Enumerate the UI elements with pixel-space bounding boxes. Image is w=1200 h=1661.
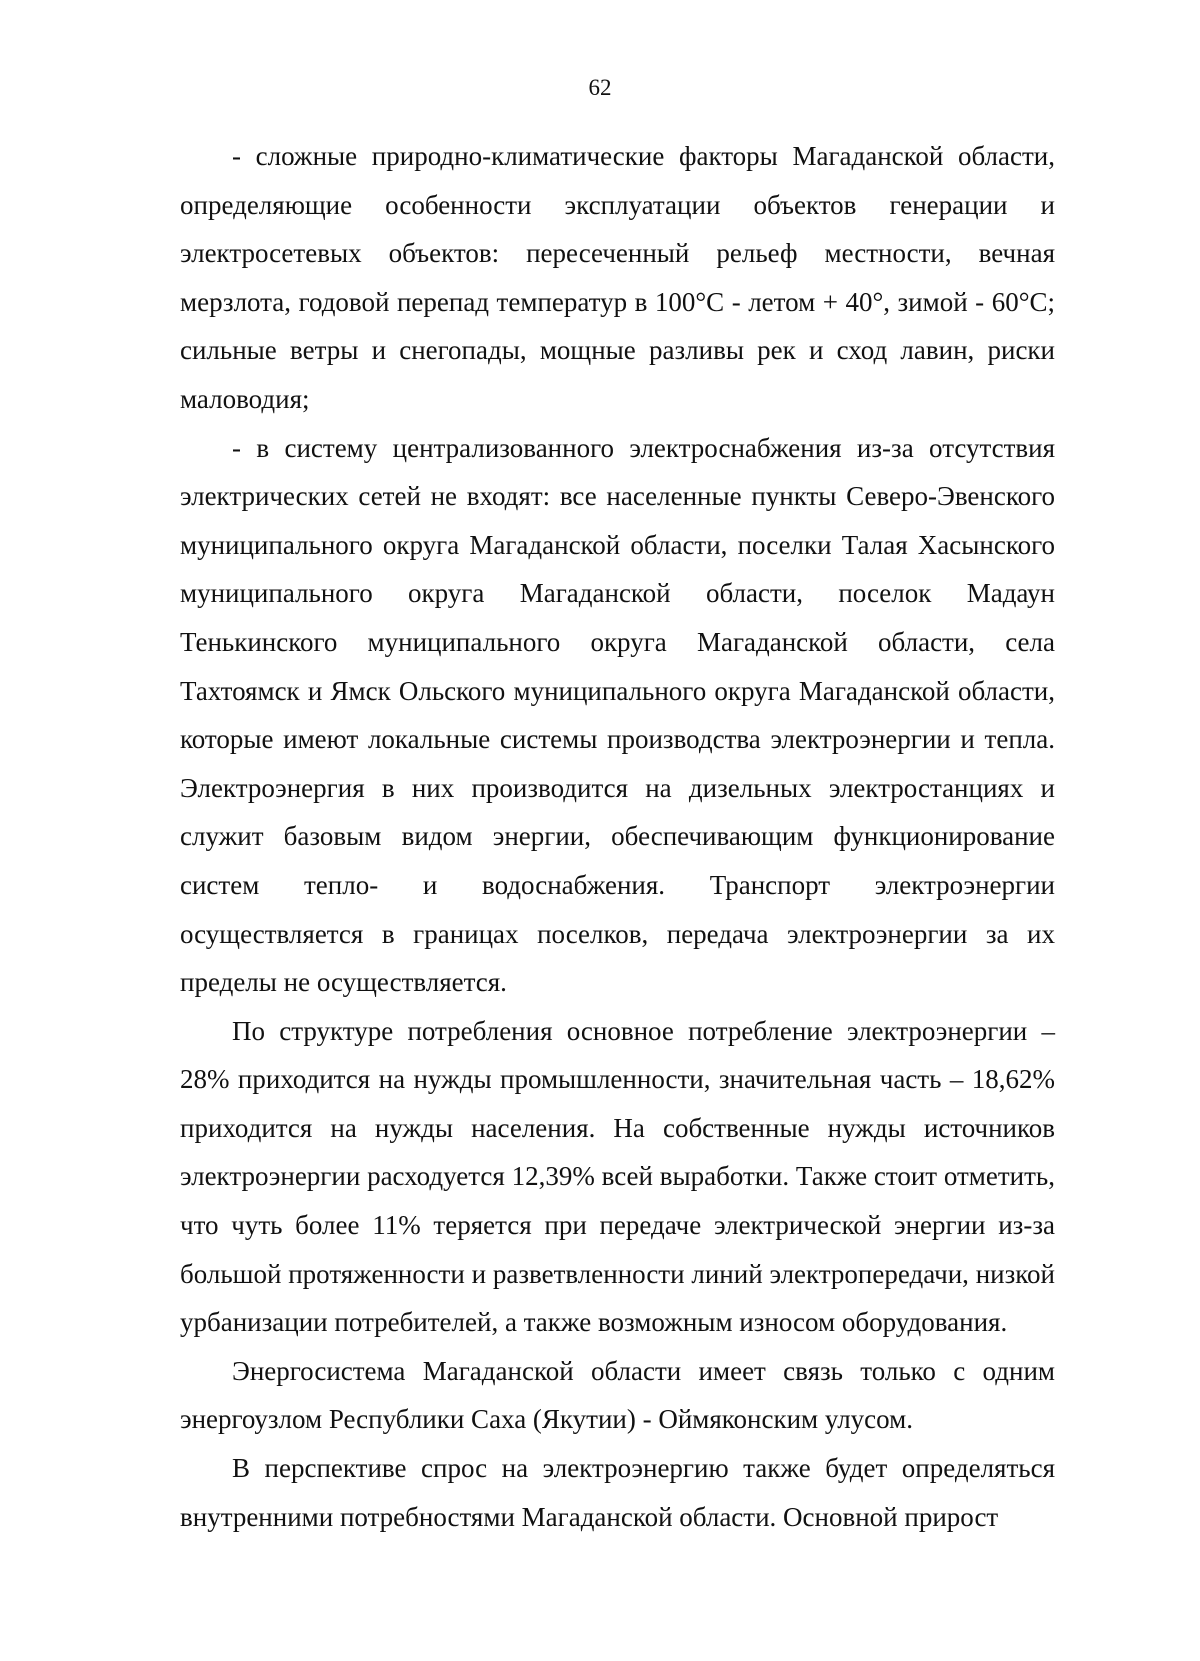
body-text [180, 132, 1055, 1541]
paragraph-isolated-settlements: - в систему централизованного электроснабжения из-за отсутствия электрических сетей не входят: все населенные пункты Северо-Эвенского муниципального округа Магаданской области, поселки Талая Хасынского муниципального округа Магаданской области, поселок Мадаун Тенькинского муниципального округа Магаданской области, села Тахтоямск и Ямск Ольского муниципального округа Магаданской области, которые имеют локальные системы производства электроэнергии и тепла. Электроэнергия в них производится на дизельных электростанциях и служит базовым видом энергии, обеспечивающим функционирование систем тепло- и водоснабжения. Транспорт электроэнергии осуществляется в границах поселков, передача электроэнергии за их пределы не осуществляется. [180, 432, 1055, 998]
paragraph-climate-factors: - сложные природно-климатические факторы Магаданской области, определяющие особенности эксплуатации объектов генерации и электросетевых объектов: пересеченный рельеф местности, вечная мерзлота, годовой перепад температур в 100°С - летом + 40°, зимой - 60°С; сильные ветры и снегопады, мощные разливы рек и сход лавин, риски маловодия; [180, 141, 1055, 414]
page-number: 62 [588, 75, 612, 100]
paragraph-consumption-structure: По структуре потребления основное потребление электроэнергии – 28% приходится на нужды промышленности, значительная часть – 18,62% приходится на нужды населения. На собственные нужды источников электроэнергии расходуется 12,39% всей выработки. Также стоит отметить, что чуть более 11% теряется при передаче электрической энергии из-за большой протяженности и разветвленности линий электропередачи, низкой урбанизации потребителей, а также возможным износом оборудования. [180, 1015, 1055, 1338]
paragraph-demand-outlook: В перспективе спрос на электроэнергию также будет определяться внутренними потребностями Магаданской области. Основной прирост [180, 1453, 1055, 1532]
paragraph-grid-connection: Энергосистема Магаданской области имеет связь только с одним энергоузлом Республики Саха (Якутии) - Оймяконским улусом. [180, 1355, 1055, 1435]
